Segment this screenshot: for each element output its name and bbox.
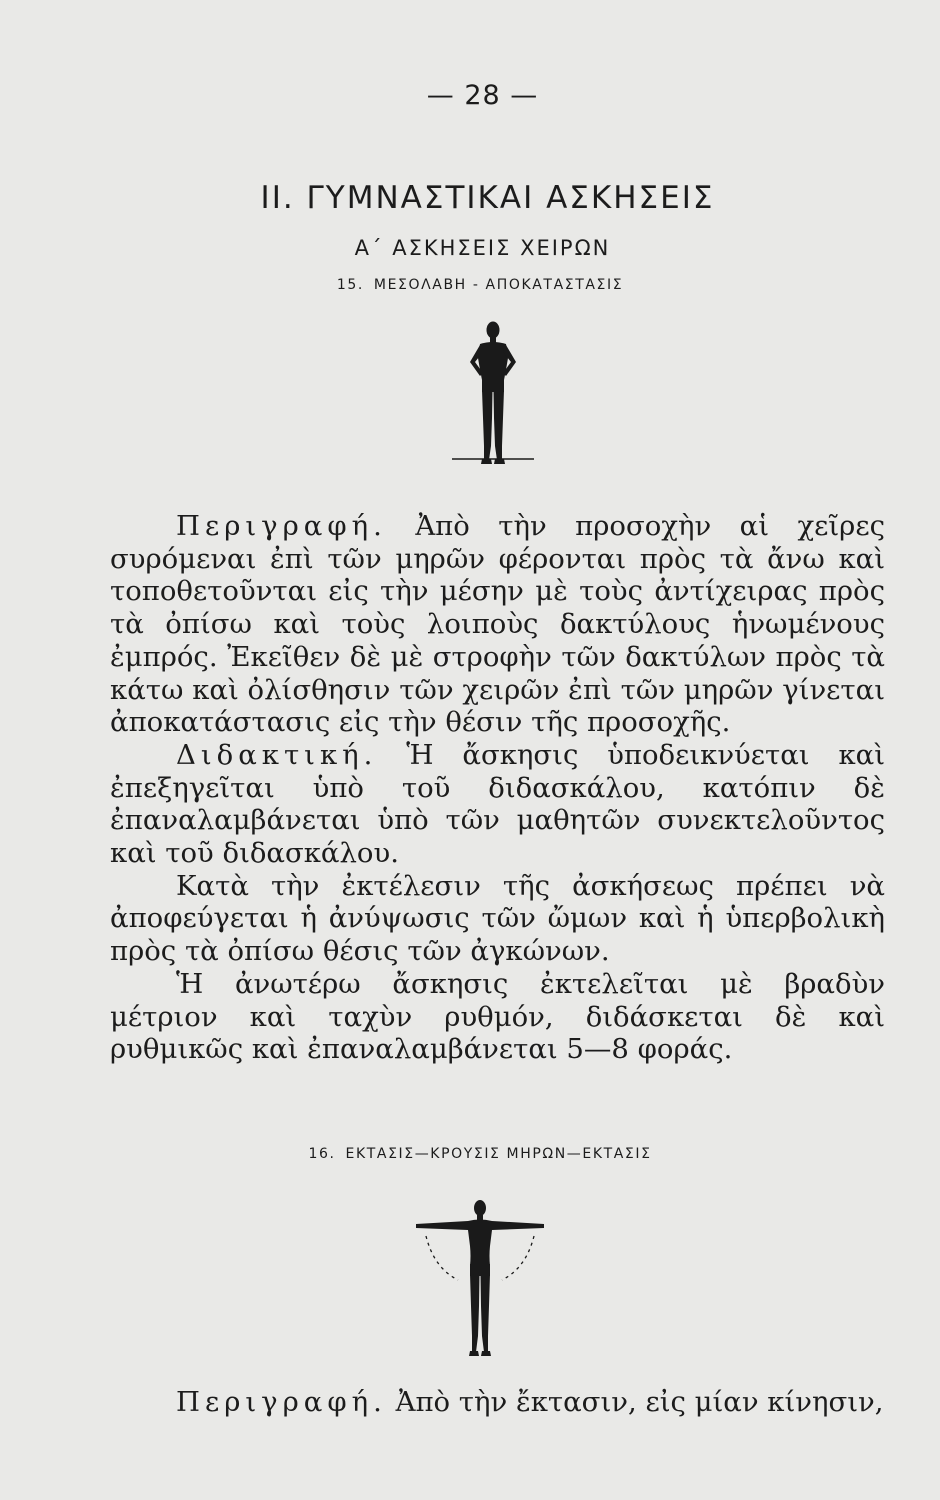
exercise-15-title: ΜΕΣΟΛΑΒΗ - ΑΠΟΚΑΤΑΣΤΑΣΙΣ: [373, 277, 624, 293]
description-label: Περιγραφή.: [176, 510, 387, 542]
text-block-exercise-16: [110, 1386, 885, 1419]
page-number: — 28 —: [426, 80, 539, 111]
chapter-title: II. ΓΥΜΝΑΣΤΙΚΑΙ ΑΣΚΗΣΕΙΣ: [260, 180, 715, 216]
standing-figure-hands-on-hips-icon: [448, 318, 538, 470]
description-text-16: Ἀπὸ τὴν ἔκτασιν, εἰς μίαν κίνησιν,: [395, 1386, 884, 1418]
rhythm-paragraph: Ἡ ἀνωτέρω ἄσκησις ἐκτελεῖται μὲ βραδὺν μέτριον καὶ ταχὺν ρυθμόν, διδάσκεται δὲ καὶ ρυθμικῶς καὶ ἐπαναλαμβάνεται 5—8 φοράς.: [110, 967, 885, 1066]
section-title: Α΄ ΑΣΚΗΣΕΙΣ ΧΕΙΡΩΝ: [354, 236, 611, 260]
text-block-exercise-15: [110, 510, 885, 1066]
didactic-paragraph: [110, 739, 885, 870]
didactic-text: Ἡ ἄσκησις ὑποδεικνύεται καὶ ἐπεξηγεῖται ὑπὸ τοῦ διδασκάλου, κατόπιν δὲ ἐπαναλαμβάνεται ὑπὸ τῶν μαθητῶν συνεκτελοῦντος καὶ τοῦ διδασκάλου.: [110, 738, 885, 870]
description-text: Ἀπὸ τὴν προσοχὴν αἱ χεῖρες συρόμεναι ἐπὶ τῶν μηρῶν φέρονται πρὸς τὰ ἄνω καὶ τοποθετοῦνται εἰς τὴν μέσην μὲ τοὺς ἀντίχειρας πρὸς τὰ ὀπίσω καὶ τοὺς λοιποὺς δακτύλους ἡνωμένους ἐμπρός. Ἐκεῖθεν δὲ μὲ στροφὴν τῶν δακτύλων πρὸς τὰ κάτω καὶ ὀλίσθησιν τῶν χειρῶν ἐπὶ τῶν μηρῶν γίνεται ἀποκατάστασις εἰς τὴν θέσιν τῆς προσοχῆς.: [110, 510, 885, 739]
description-paragraph-16: [110, 1386, 885, 1419]
exercise-15-heading: [0, 277, 940, 293]
didactic-label: Διδακτική.: [176, 738, 378, 771]
exercise-16-title: ΕΚΤΑΣΙΣ—ΚΡΟΥΣΙΣ ΜΗΡΩΝ—ΕΚΤΑΣΙΣ: [345, 1146, 652, 1162]
description-label-16: Περιγραφή.: [176, 1386, 387, 1418]
figure-arms-extended-icon: [410, 1196, 550, 1362]
description-paragraph: [110, 510, 885, 739]
exercise-15-number: 15.: [336, 277, 364, 293]
execution-paragraph: Κατὰ τὴν ἐκτέλεσιν τῆς ἀσκήσεως πρέπει νὰ ἀποφεύγεται ἡ ἀνύψωσις τῶν ὤμων καὶ ἡ ὑπερβολικὴ πρὸς τὰ ὀπίσω θέσις τῶν ἀγκώνων.: [110, 869, 885, 968]
exercise-16-heading: [0, 1146, 940, 1162]
exercise-16-number: 16.: [308, 1146, 336, 1162]
